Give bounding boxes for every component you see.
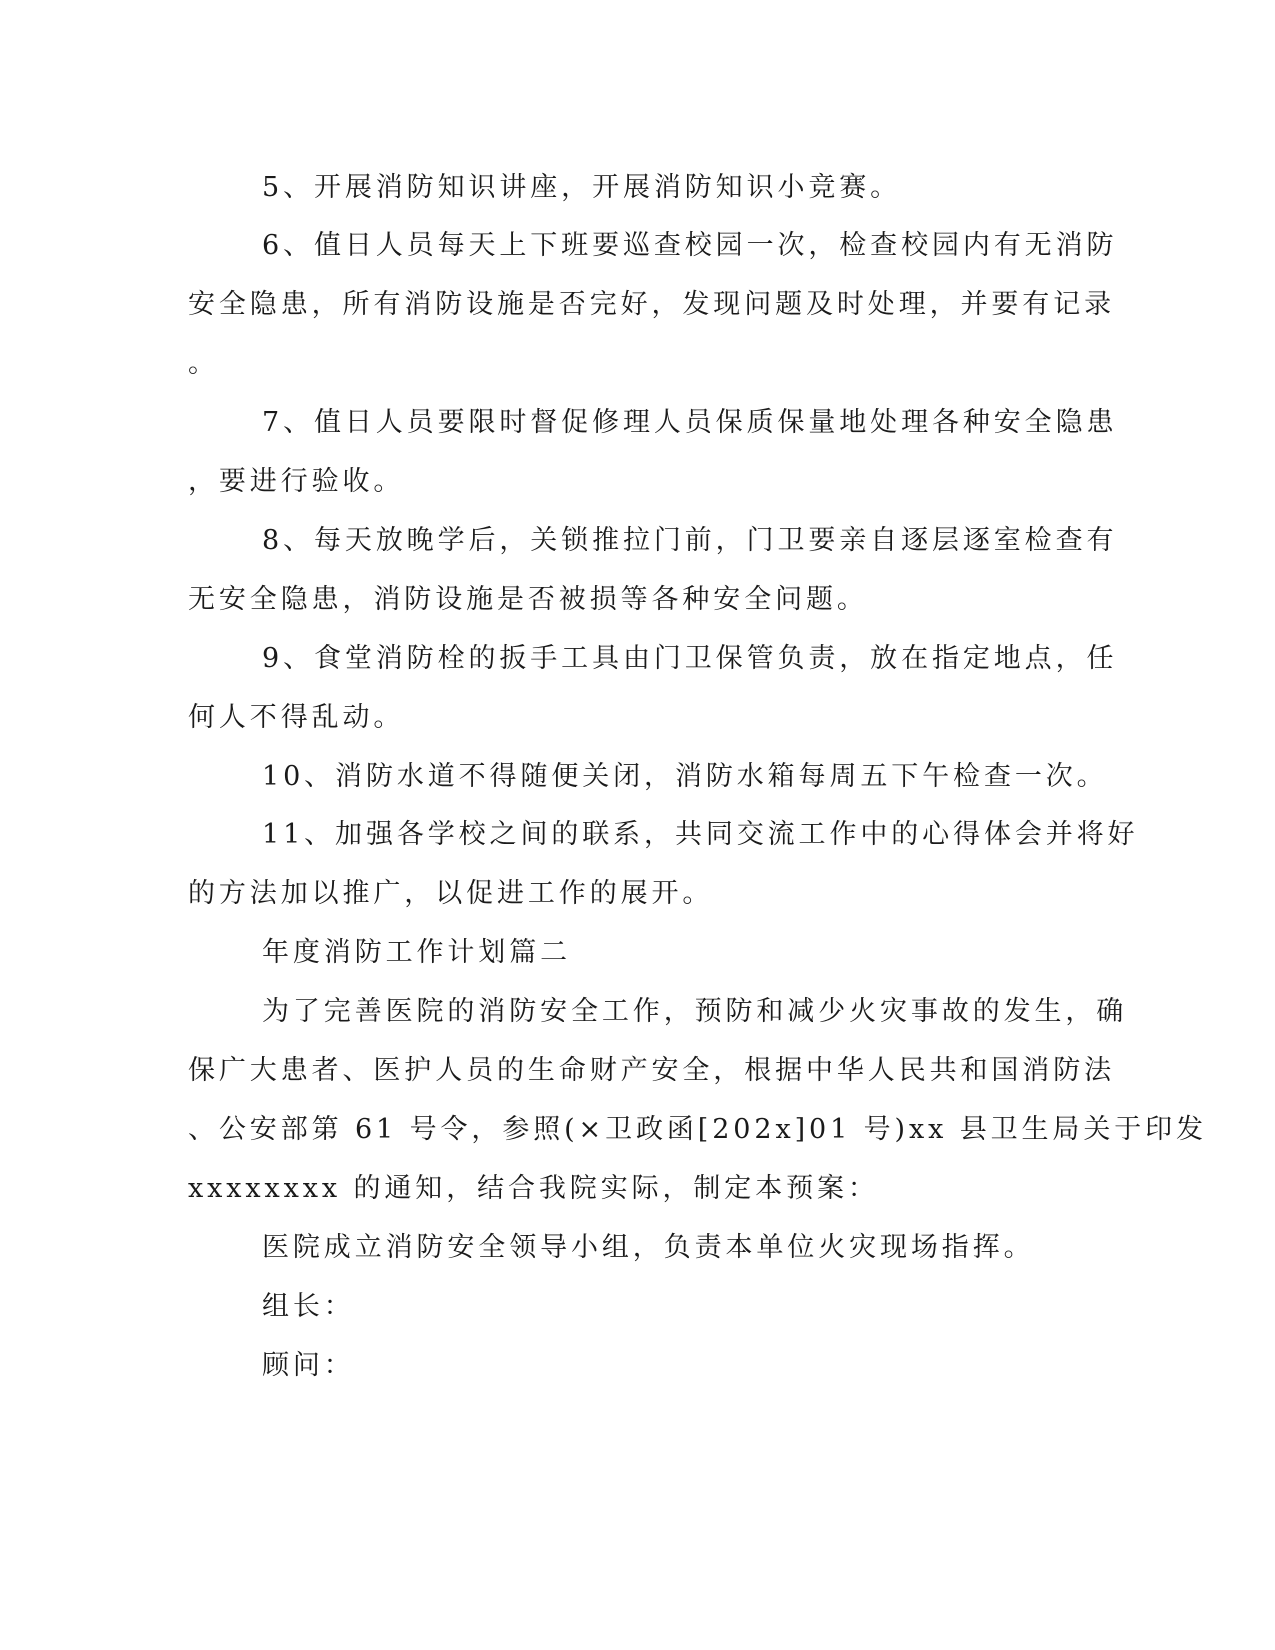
label-advisor: 顾问：	[262, 1350, 355, 1381]
paragraph-intro-cont-2: 、公安部第 61 号令，参照(×卫政函[202x]01 号)xx 县卫生局关于印发	[188, 1114, 1207, 1145]
text-line-item-7: 7、值日人员要限时督促修理人员保质保量地处理各种安全隐患	[262, 407, 1118, 438]
paragraph-intro-cont-1: 保广大患者、医护人员的生命财产安全，根据中华人民共和国消防法	[188, 1055, 1115, 1086]
text-line-item-9-cont: 何人不得乱动。	[188, 702, 405, 733]
text-line-item-11-cont: 的方法加以推广，以促进工作的展开。	[188, 878, 714, 909]
label-team-leader: 组长：	[262, 1291, 355, 1322]
text-line-item-6-end: 。	[188, 348, 219, 379]
paragraph-leadership: 医院成立消防安全领导小组，负责本单位火灾现场指挥。	[262, 1232, 1035, 1263]
text-line-item-5: 5、开展消防知识讲座，开展消防知识小竞赛。	[262, 172, 902, 203]
paragraph-intro-cont-3: xxxxxxxx 的通知，结合我院实际，制定本预案：	[188, 1173, 879, 1204]
text-line-item-6: 6、值日人员每天上下班要巡查校园一次，检查校园内有无消防	[262, 230, 1118, 261]
text-line-item-6-cont: 安全隐患，所有消防设施是否完好，发现问题及时处理，并要有记录	[188, 289, 1115, 320]
text-line-item-8-cont: 无安全隐患，消防设施是否被损等各种安全问题。	[188, 584, 868, 615]
text-line-item-10: 10、消防水道不得随便关闭，消防水箱每周五下午检查一次。	[262, 761, 1108, 792]
text-line-item-9: 9、食堂消防栓的扳手工具由门卫保管负责，放在指定地点，任	[262, 643, 1118, 674]
text-line-item-8: 8、每天放晚学后，关锁推拉门前，门卫要亲自逐层逐室检查有	[262, 525, 1118, 556]
text-line-item-11: 11、加强各学校之间的联系，共同交流工作中的心得体会并将好	[262, 819, 1139, 850]
section-heading: 年度消防工作计划篇二	[262, 937, 571, 968]
paragraph-intro: 为了完善医院的消防安全工作，预防和减少火灾事故的发生，确	[262, 996, 1128, 1027]
text-line-item-7-cont: ，要进行验收。	[188, 466, 405, 497]
